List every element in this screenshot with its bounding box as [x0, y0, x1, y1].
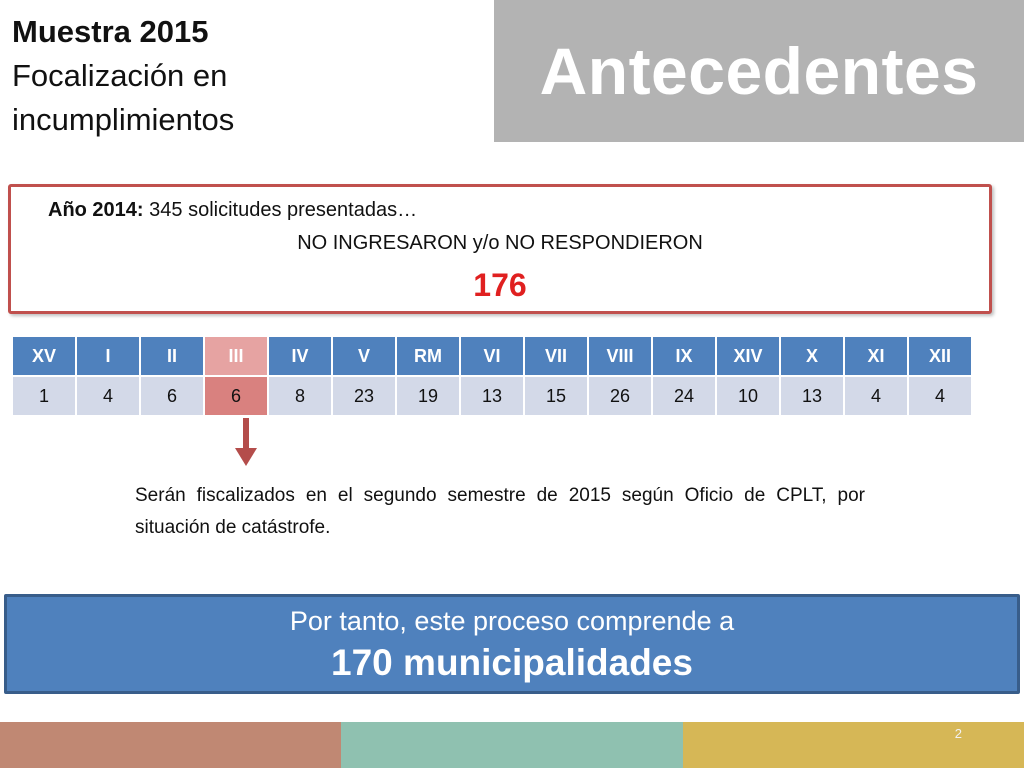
region-header-v: V [333, 337, 395, 375]
region-value-xii: 4 [909, 377, 971, 415]
not-responded-label: NO INGRESARON y/o NO RESPONDIERON [297, 232, 703, 254]
region-value-v: 23 [333, 377, 395, 415]
region-value-xv: 1 [13, 377, 75, 415]
region-value-xiv: 10 [717, 377, 779, 415]
region-header-iii: III [205, 337, 267, 375]
region-value-x: 13 [781, 377, 843, 415]
region-header-vi: VI [461, 337, 523, 375]
footer-color-bar [0, 722, 1024, 768]
regions-value-row [13, 377, 971, 415]
region-header-i: I [77, 337, 139, 375]
down-arrow-icon [234, 418, 258, 468]
region-header-vii: VII [525, 337, 587, 375]
region-value-viii: 26 [589, 377, 651, 415]
not-responded-total: 176 [473, 267, 527, 303]
region-value-ix: 24 [653, 377, 715, 415]
region-value-iii: 6 [205, 377, 267, 415]
conclusion-box [4, 594, 1020, 694]
region-value-rm: 19 [397, 377, 459, 415]
year-summary [48, 199, 417, 222]
region-header-ii: II [141, 337, 203, 375]
sample-year-heading: Muestra 2015 [12, 14, 209, 49]
requests-info-box [8, 184, 992, 314]
regions-header-row [13, 337, 971, 375]
region-header-xiv: XIV [717, 337, 779, 375]
footer-segment-1 [0, 722, 341, 768]
regions-table [11, 335, 973, 417]
region-header-ix: IX [653, 337, 715, 375]
conclusion-total: 170 municipalidades [331, 642, 693, 683]
footer-segment-3 [683, 722, 1024, 768]
region-header-rm: RM [397, 337, 459, 375]
region-value-iv: 8 [269, 377, 331, 415]
region-header-xii: XII [909, 337, 971, 375]
region-header-xv: XV [13, 337, 75, 375]
year-label: Año 2014: [48, 199, 144, 221]
page-number: 2 [954, 726, 962, 741]
region-value-vii: 15 [525, 377, 587, 415]
slide-subtitle [12, 10, 482, 142]
region-value-vi: 13 [461, 377, 523, 415]
focus-line-2: incumplimientos [12, 102, 235, 137]
region-value-ii: 6 [141, 377, 203, 415]
region-header-x: X [781, 337, 843, 375]
focus-line-1: Focalización en [12, 58, 228, 93]
catastrophe-note: Serán fiscalizados en el segundo semestre de 2015 según Oficio de CPLT, por situación de catástrofe. [135, 485, 865, 538]
title-banner [494, 0, 1024, 142]
region-value-xi: 4 [845, 377, 907, 415]
footer-segment-2 [341, 722, 682, 768]
slide-title: Antecedentes [539, 34, 979, 108]
region-header-iv: IV [269, 337, 331, 375]
requests-count-text: 345 solicitudes presentadas… [149, 199, 418, 221]
region-header-xi: XI [845, 337, 907, 375]
conclusion-intro: Por tanto, este proceso comprende a [289, 606, 735, 636]
region-value-i: 4 [77, 377, 139, 415]
region-header-viii: VIII [589, 337, 651, 375]
